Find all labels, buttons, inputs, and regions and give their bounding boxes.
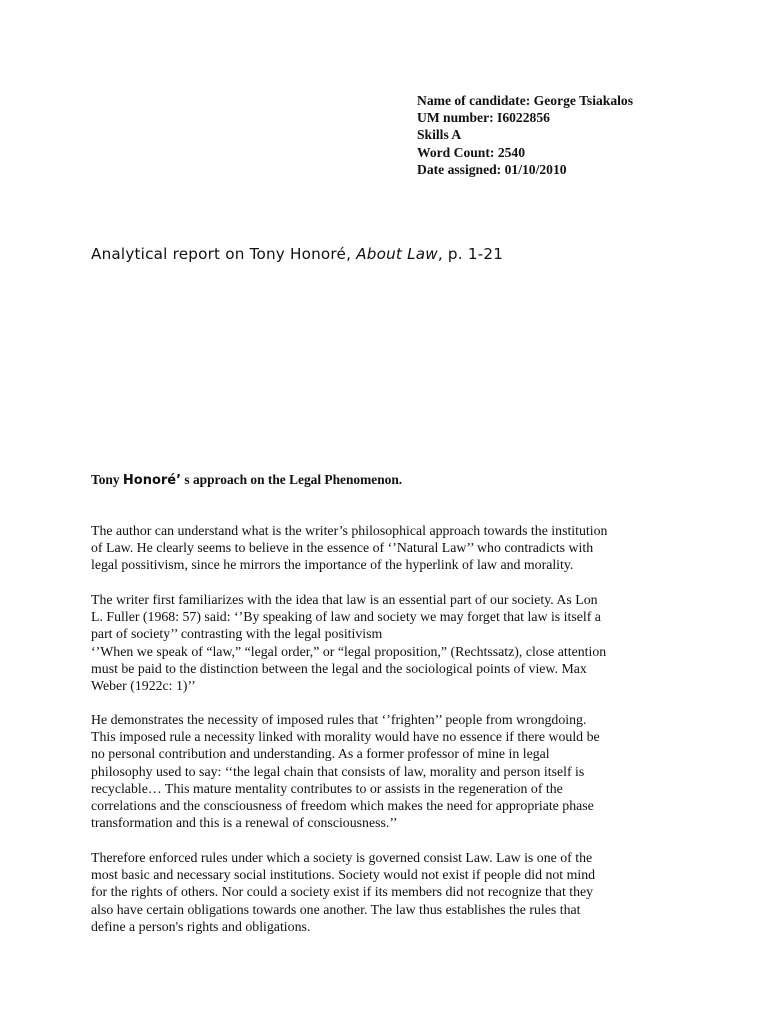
paragraph-line: recyclable… This mature mentality contributes to or assists in the regeneration of the (91, 780, 563, 796)
date-assigned: Date assigned: 01/10/2010 (417, 161, 567, 177)
paragraph-3 (91, 711, 711, 831)
report-title (91, 244, 503, 264)
paragraph-line: define a person's rights and obligations. (91, 918, 311, 934)
paragraph-line: most basic and necessary social institutions. Society would not exist if people did not mind (91, 867, 596, 883)
section-heading (91, 471, 402, 490)
paragraph-line: This imposed rule a necessity linked with morality would have no essence if there would be (91, 729, 600, 745)
um-number: UM number: I6022856 (417, 110, 550, 126)
paragraph-line: of Law. He clearly seems to believe in the essence of ‘’Natural Law’’ who contradicts with (91, 540, 594, 556)
paragraph-line: part of society’’ contrasting with the legal positivism (91, 626, 383, 642)
report-title-prefix: Analytical report on Tony Honoré, (91, 245, 357, 263)
paragraph-line: no personal contribution and understanding. As a former professor of mine in legal (91, 746, 550, 762)
paragraph-line: The writer first familiarizes with the idea that law is an essential part of our society. As Lon (91, 592, 598, 607)
paragraph-line: correlations and the consciousness of freedom which makes the need for appropriate phase (91, 798, 594, 814)
candidate-name: Name of candidate: George Tsiakalos (417, 93, 633, 108)
paragraph-line: must be paid to the distinction between the legal and the sociological points of view. Max (91, 660, 587, 676)
word-count: Word Count: 2540 (417, 144, 526, 160)
section-heading-part3: s approach on the Legal Phenomenon. (181, 472, 403, 487)
paragraph-line: L. Fuller (1968: 57) said: ‘’By speaking of law and society we may forget that law is itself a (91, 609, 601, 625)
paragraph-line: Weber (1922c: 1)’’ (91, 678, 196, 694)
report-title-suffix: , p. 1-21 (437, 245, 504, 263)
paragraph-line: also have certain obligations towards one another. The law thus establishes the rules that (91, 901, 581, 917)
paragraph-line: legal possitivism, since he mirrors the importance of the hyperlink of law and morality. (91, 557, 574, 573)
paragraph-line: The author can understand what is the writer’s philosophical approach towards the institution (91, 523, 608, 538)
paragraph-1 (91, 522, 711, 574)
skills-label: Skills A (417, 127, 462, 143)
paragraph-line: for the rights of others. Nor could a society exist if its members did not recognize that they (91, 884, 594, 900)
section-heading-part1: Tony (91, 472, 123, 487)
paragraph-line: He demonstrates the necessity of imposed rules that ‘’frighten’’ people from wrongdoing. (91, 712, 587, 727)
paragraph-line: philosophy used to say: ‘‘the legal chain that consists of law, morality and person itself is (91, 763, 585, 779)
paragraph-line: transformation and this is a renewal of consciousness.’’ (91, 815, 398, 831)
report-title-book: About Law (356, 245, 438, 263)
candidate-info-block (417, 92, 633, 178)
paragraph-line: Therefore enforced rules under which a society is governed consist Law. Law is one of the (91, 850, 593, 865)
paragraph-2 (91, 591, 711, 694)
section-heading-part2: Honoré’ (122, 473, 182, 488)
paragraph-4 (91, 849, 711, 935)
paragraph-line: ‘’When we speak of “law,” “legal order,” or “legal proposition,” (Rechtssatz), close attention (91, 643, 607, 659)
